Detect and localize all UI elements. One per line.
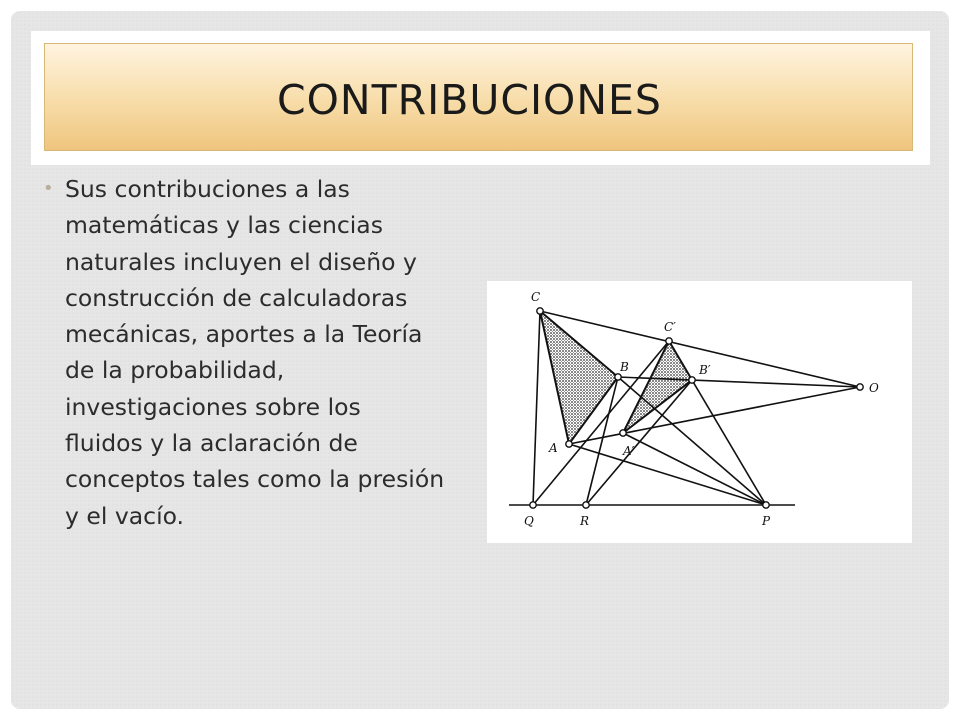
label-b-prime: B′ [699,363,711,377]
label-c-prime: C′ [664,320,676,334]
line-ap [569,444,766,505]
label-a: A [549,441,558,455]
slide-title: CONTRIBUCIONES [277,76,662,124]
point-c [537,308,543,314]
desargues-figure [487,281,912,543]
label-a-prime: A′ [623,444,635,458]
point-b-prime [689,377,695,383]
label-p: P [762,514,771,528]
label-b: B [620,360,629,374]
label-q: Q [524,514,534,528]
point-q [530,502,536,508]
label-o: O [869,381,879,395]
label-c: C [531,290,541,304]
point-a [566,441,572,447]
point-o [857,384,863,390]
body-paragraph: Sus contribuciones a las matemáticas y las ciencias naturales incluyen el diseño y construcción de calculadoras mecánicas, aportes a la Teoría de la probabilidad, investigaciones sobre los fluidos y la aclaración de conceptos tales como la presión y el vacío. [65,175,445,530]
point-c-prime [666,338,672,344]
point-r [583,502,589,508]
label-r: R [580,514,590,528]
point-b [615,374,621,380]
title-frame [31,31,930,165]
desargues-diagram [487,281,912,543]
line-cq [533,311,540,505]
point-p [763,502,769,508]
point-a-prime [620,430,626,436]
title-box [44,43,913,151]
bullet-icon: • [43,178,54,199]
